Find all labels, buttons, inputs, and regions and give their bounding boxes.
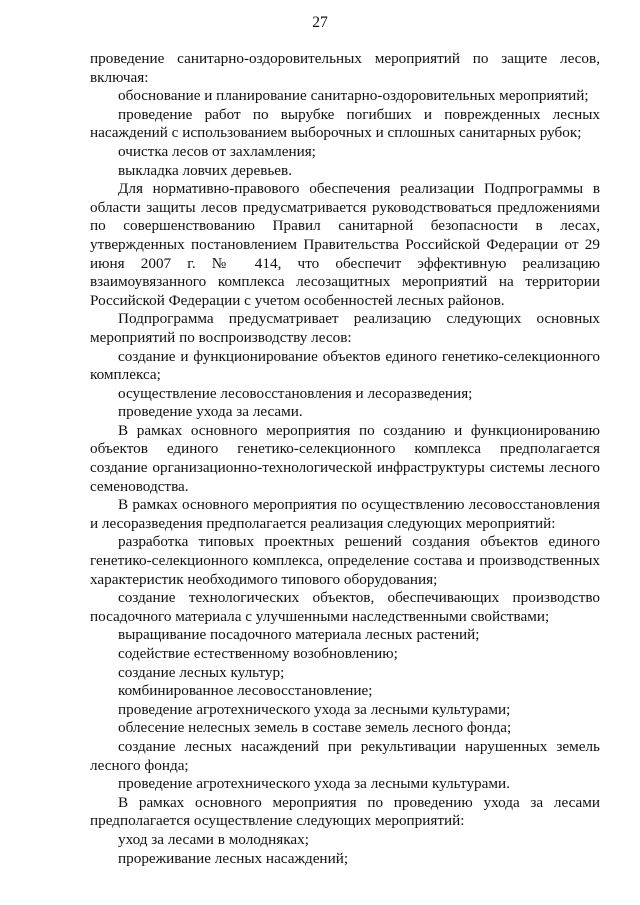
paragraph: создание технологических объектов, обеспечивающих производство посадочного материала с улучшенными наследственными свойствами; xyxy=(90,589,600,625)
paragraph: Для нормативно-правового обеспечения реализации Подпрограммы в области защиты лесов предусматривается руководствоваться предложениями по совершенствованию Правил санитарной безопасности в лесах, утвержденных постановлением Правительства Российской Федерации от 29 июня 2007 г. № 414, что обеспечит эффективную реализацию взаимоувязанного комплекса лесозащитных мероприятий на территории Российской Федерации с учетом особенностей лесных районов. xyxy=(90,180,600,309)
paragraph: создание лесных насаждений при рекультивации нарушенных земель лесного фонда; xyxy=(90,737,600,774)
paragraph: обоснование и планирование санитарно-оздоровительных мероприятий; xyxy=(118,87,589,105)
paragraph: проведение ухода за лесами. xyxy=(118,403,303,421)
paragraph: В рамках основного мероприятия по проведению ухода за лесами предполагается осуществление следующих мероприятий: xyxy=(90,793,600,830)
paragraph: выкладка ловчих деревьев. xyxy=(118,161,293,179)
paragraph: уход за лесами в молодняках; xyxy=(118,830,309,848)
paragraph: В рамках основного мероприятия по осуществлению лесовосстановления и лесоразведения предполагается реализация следующих мероприятий: xyxy=(90,496,600,532)
paragraph: проведение агротехнического ухода за лесными культурами; xyxy=(118,700,511,718)
paragraph: осуществление лесовосстановления и лесоразведения; xyxy=(118,384,473,402)
paragraph: облесение нелесных земель в составе земель лесного фонда; xyxy=(118,719,512,737)
paragraph: прореживание лесных насаждений; xyxy=(118,849,349,867)
paragraph: создание и функционирование объектов единого генетико-селекционного комплекса; xyxy=(90,347,600,384)
paragraph: В рамках основного мероприятия по созданию и функционированию объектов единого генетико-селекционного комплекса предполагается создание организационно-технологической инфраструктуры системы лесного семеноводства. xyxy=(90,421,600,495)
paragraph: комбинированное лесовосстановление; xyxy=(118,682,373,700)
paragraph: создание лесных культур; xyxy=(118,663,285,681)
paragraph: разработка типовых проектных решений создания объектов единого генетико-селекционного комплекса, определение состава и производственных характеристик необходимого типового оборудования; xyxy=(90,533,600,588)
paragraph: содействие естественному возобновлению; xyxy=(118,645,398,662)
document-body xyxy=(90,50,600,868)
paragraph: проведение санитарно-оздоровительных мероприятий по защите лесов, включая: xyxy=(90,50,600,86)
paragraph: проведение работ по вырубке погибших и поврежденных лесных насаждений с использованием выборочных и сплошных санитарных рубок; xyxy=(90,105,600,142)
paragraph: Подпрограмма предусматривает реализацию следующих основных мероприятий по воспроизводству лесов: xyxy=(90,310,600,346)
paragraph: очистка лесов от захламления; xyxy=(118,142,316,160)
page-number: 27 xyxy=(312,14,328,31)
paragraph: проведение агротехнического ухода за лесными культурами. xyxy=(118,775,510,793)
paragraph: выращивание посадочного материала лесных растений; xyxy=(118,626,480,644)
